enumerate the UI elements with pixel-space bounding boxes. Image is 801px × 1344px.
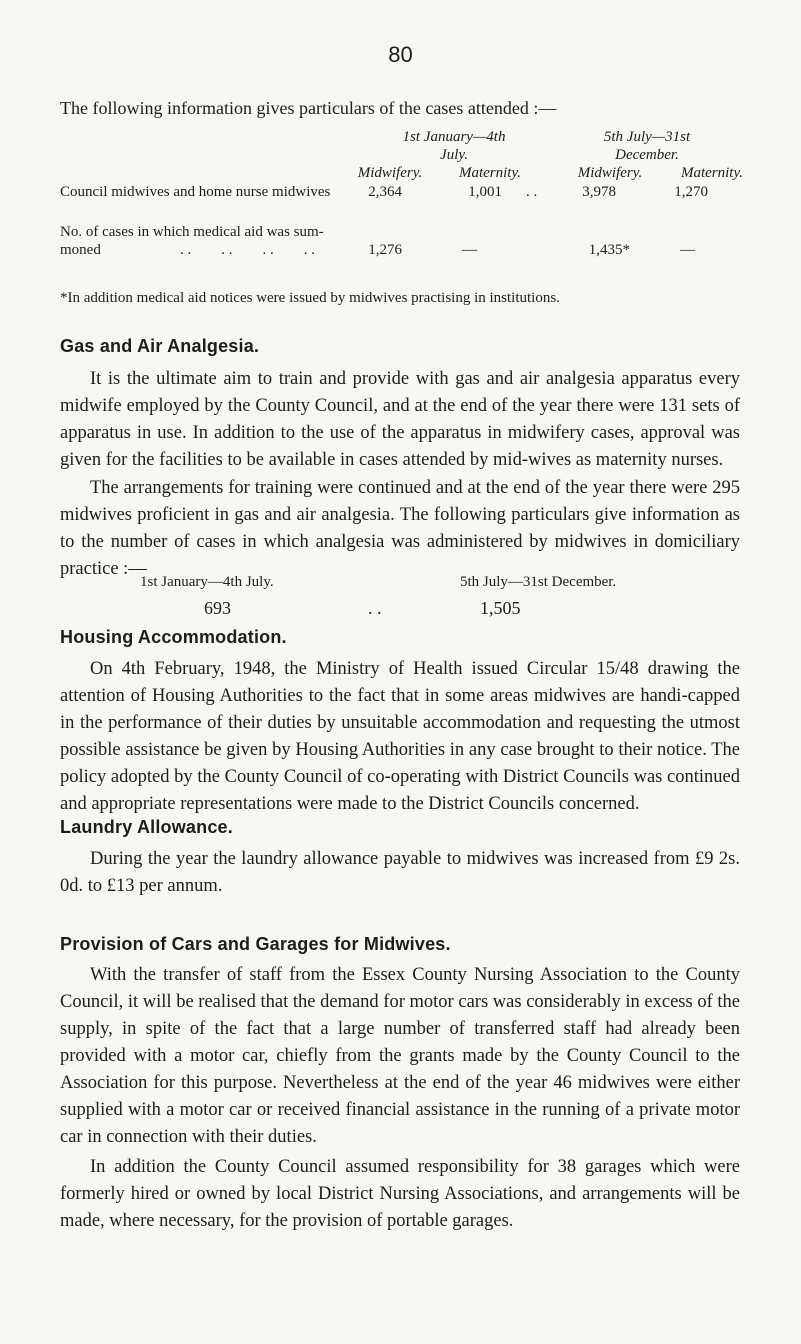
cars-paragraph-1: With the transfer of staff from the Essex County Nursing Association to the County Council, it will be realised that the demand for motor cars was considerably in excess of the supply, in spite of the fact that a large number of transferred staff had already been provided with a motor car, chiefly from the grants made by the County Council to the Association for this purpose. Nevertheless at the end of the year 46 midwives were either supplied with a motor car or received financial assistance in the running of a private motor car in connection with their duties.: [60, 965, 740, 1147]
sub-heading-maternity-2: Maternity.: [680, 165, 744, 181]
laundry-paragraph: During the year the laundry allowance payable to midwives was increased from £9 2s. 0d. to £13 per annum.: [60, 849, 740, 896]
heading-laundry: Laundry Allowance.: [60, 817, 233, 837]
housing-paragraph: On 4th February, 1948, the Ministry of Health issued Circular 15/48 drawing the attention of Housing Authorities to the fact that in some areas midwives are handi-capped in the performance of their duties by unsuitable accommodation and requesting the utmost possible assistance be given by Housing Authorities in any case brought to their notice. The policy adopted by the County Council of co-operating with District Councils was continued and appropriate representations were made to the District Councils concerned.: [60, 659, 740, 814]
row1-value-4: 1,270: [674, 184, 708, 200]
row2-value-1: 1,276: [368, 242, 402, 258]
row2-label: No. of cases in which medical aid was sum-: [60, 224, 324, 240]
row1-value-3: 3,978: [582, 184, 616, 200]
row2-value-3: 1,435*: [588, 242, 630, 258]
analgesia-value1: 693: [204, 598, 231, 618]
analgesia-value2: 1,505: [480, 598, 521, 618]
sub-heading-midwifery-2: Midwifery.: [577, 165, 643, 181]
page-number: 80: [388, 42, 413, 67]
period2-heading: 5th July—31st: [603, 129, 691, 145]
row1-label: Council midwives and home nurse midwives: [60, 184, 331, 200]
period1-heading: 1st January—4th: [402, 129, 506, 145]
analgesia-period2: 5th July—31st December.: [460, 574, 617, 590]
cars-paragraph-2: In addition the County Council assumed responsibility for 38 garages which were formerly hired or owned by local District Nursing Associations, and arrangements will be made, where necessary, for the provision of portable garages.: [60, 1157, 740, 1231]
sub-heading-midwifery-1: Midwifery.: [357, 165, 423, 181]
analgesia-period1: 1st January—4th July.: [140, 574, 274, 590]
period1-heading-cont: July.: [440, 147, 468, 163]
row2-label-cont: moned: [60, 242, 101, 258]
analgesia-separator: . .: [368, 598, 382, 618]
row1-value-1: 2,364: [368, 184, 402, 200]
sub-heading-maternity-1: Maternity.: [458, 165, 522, 181]
row1-value-2: 1,001: [468, 184, 502, 200]
row2-leader-dots: . . . . . . . .: [180, 242, 315, 258]
heading-gas-air: Gas and Air Analgesia.: [60, 336, 260, 356]
period2-heading-cont: December.: [615, 147, 679, 163]
footnote: *In addition medical aid notices were issued by midwives practising in institutions.: [60, 290, 560, 306]
gas-air-paragraph-1: It is the ultimate aim to train and provide with gas and air analgesia apparatus every midwife employed by the County Council, and at the end of the year there were 131 sets of apparatus in use. In addition to the use of the apparatus in midwifery cases, approval was given for the facilities to be available in cases attended by mid-wives as maternity nurses.: [60, 369, 740, 470]
row2-value-2: —: [462, 242, 477, 258]
gas-air-paragraph-2: The arrangements for training were continued and at the end of the year there were 295 midwives proficient in gas and air analgesia. The following particulars give information as to the number of cases in which analgesia was administered by midwives in domiciliary practice :—: [60, 478, 740, 579]
heading-cars-garages: Provision of Cars and Garages for Midwives.: [60, 934, 451, 954]
heading-housing: Housing Accommodation.: [60, 627, 287, 647]
intro-text: The following information gives particulars of the cases attended :—: [60, 98, 557, 118]
row2-value-4: —: [680, 242, 695, 258]
row1-separator: . .: [526, 184, 538, 200]
